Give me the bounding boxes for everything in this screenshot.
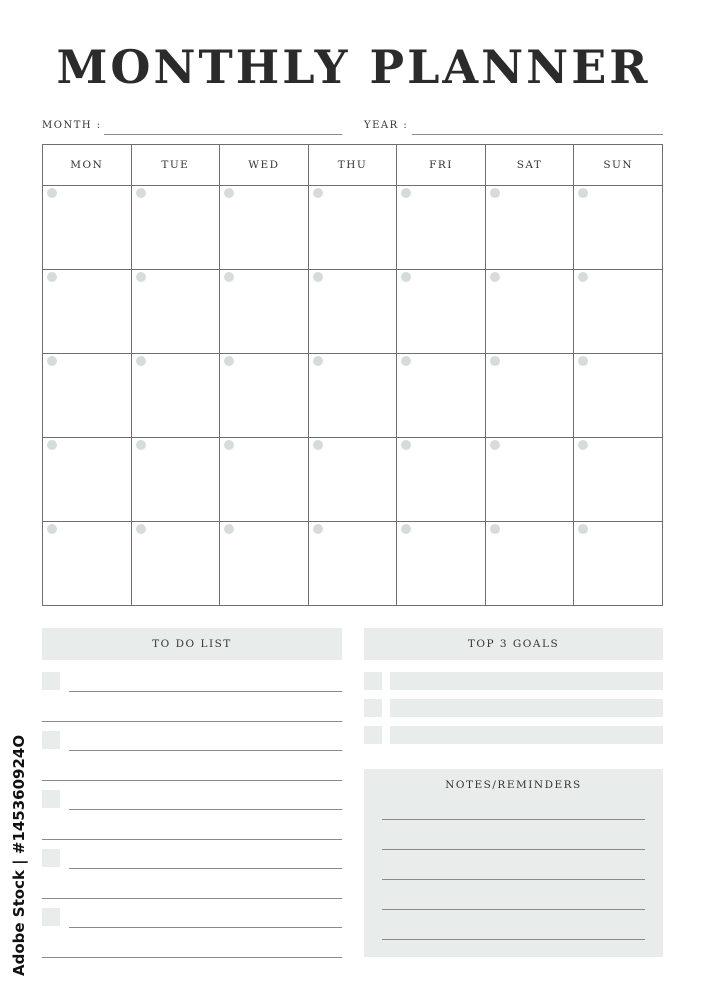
calendar-day-cell[interactable] xyxy=(220,270,309,354)
notes-line[interactable] xyxy=(382,939,645,940)
calendar-day-cell[interactable] xyxy=(574,522,663,606)
todo-checkbox[interactable] xyxy=(42,849,60,867)
day-marker-dot xyxy=(490,440,500,450)
day-marker-dot xyxy=(578,356,588,366)
todo-line[interactable] xyxy=(42,721,342,722)
calendar-day-cell[interactable] xyxy=(308,354,397,438)
calendar-day-cell[interactable] xyxy=(131,270,220,354)
calendar-day-cell[interactable] xyxy=(574,186,663,270)
notes-line[interactable] xyxy=(382,849,645,850)
calendar-day-cell[interactable] xyxy=(220,438,309,522)
calendar-day-cell[interactable] xyxy=(131,186,220,270)
todo-line[interactable] xyxy=(42,780,342,781)
day-marker-dot xyxy=(490,356,500,366)
calendar-week-row xyxy=(43,438,663,522)
todo-line[interactable] xyxy=(69,691,342,692)
day-marker-dot xyxy=(313,188,323,198)
calendar-week-row xyxy=(43,270,663,354)
day-marker-dot xyxy=(313,356,323,366)
weekday-header: THU xyxy=(308,145,397,186)
day-marker-dot xyxy=(47,440,57,450)
day-marker-dot xyxy=(313,272,323,282)
notes-title: NOTES/REMINDERS xyxy=(445,779,582,791)
stock-id-watermark: Adobe Stock | #145360924O xyxy=(10,734,28,976)
calendar-day-cell[interactable] xyxy=(131,438,220,522)
month-label: MONTH : xyxy=(42,120,102,131)
calendar-day-cell[interactable] xyxy=(397,354,486,438)
page-title: MONTHLY PLANNER xyxy=(56,40,651,94)
calendar-day-cell[interactable] xyxy=(308,270,397,354)
todo-line[interactable] xyxy=(42,898,342,899)
day-marker-dot xyxy=(136,524,146,534)
goal-checkbox[interactable] xyxy=(364,699,382,717)
calendar-day-cell[interactable] xyxy=(397,438,486,522)
calendar-day-cell[interactable] xyxy=(485,438,574,522)
calendar-body xyxy=(43,186,663,606)
day-marker-dot xyxy=(578,272,588,282)
notes-panel xyxy=(364,769,663,957)
calendar-day-cell[interactable] xyxy=(43,522,132,606)
weekday-header: MON xyxy=(43,145,132,186)
calendar-day-cell[interactable] xyxy=(485,186,574,270)
calendar-day-cell[interactable] xyxy=(574,270,663,354)
calendar-day-cell[interactable] xyxy=(131,354,220,438)
day-marker-dot xyxy=(490,272,500,282)
goals-title: TOP 3 GOALS xyxy=(364,628,663,660)
goal-checkbox[interactable] xyxy=(364,726,382,744)
goal-entry-field[interactable] xyxy=(390,672,663,690)
calendar-day-cell[interactable] xyxy=(485,522,574,606)
day-marker-dot xyxy=(313,440,323,450)
calendar-day-cell[interactable] xyxy=(485,270,574,354)
year-line[interactable] xyxy=(412,134,663,135)
calendar-day-cell[interactable] xyxy=(397,186,486,270)
calendar-day-cell[interactable] xyxy=(397,270,486,354)
day-marker-dot xyxy=(401,356,411,366)
goal-checkbox[interactable] xyxy=(364,672,382,690)
todo-checkbox[interactable] xyxy=(42,672,60,690)
day-marker-dot xyxy=(490,524,500,534)
calendar-week-row xyxy=(43,522,663,606)
day-marker-dot xyxy=(224,440,234,450)
todo-checkbox[interactable] xyxy=(42,790,60,808)
todo-checkbox[interactable] xyxy=(42,908,60,926)
day-marker-dot xyxy=(578,524,588,534)
weekday-header: SAT xyxy=(485,145,574,186)
notes-line[interactable] xyxy=(382,879,645,880)
weekday-header: TUE xyxy=(131,145,220,186)
day-marker-dot xyxy=(224,356,234,366)
todo-line[interactable] xyxy=(69,750,342,751)
todo-line[interactable] xyxy=(42,957,342,958)
month-line[interactable] xyxy=(104,134,342,135)
day-marker-dot xyxy=(47,356,57,366)
day-marker-dot xyxy=(313,524,323,534)
day-marker-dot xyxy=(136,188,146,198)
calendar-day-cell[interactable] xyxy=(43,270,132,354)
weekday-header-row xyxy=(43,145,663,186)
calendar-week-row xyxy=(43,354,663,438)
day-marker-dot xyxy=(136,272,146,282)
calendar-day-cell[interactable] xyxy=(220,522,309,606)
notes-line[interactable] xyxy=(382,909,645,910)
day-marker-dot xyxy=(47,272,57,282)
calendar-day-cell[interactable] xyxy=(308,438,397,522)
calendar-day-cell[interactable] xyxy=(574,438,663,522)
day-marker-dot xyxy=(47,188,57,198)
day-marker-dot xyxy=(401,524,411,534)
day-marker-dot xyxy=(224,272,234,282)
todo-line[interactable] xyxy=(69,868,342,869)
calendar-day-cell[interactable] xyxy=(220,354,309,438)
todo-line[interactable] xyxy=(42,839,342,840)
calendar-day-cell[interactable] xyxy=(43,186,132,270)
calendar-day-cell[interactable] xyxy=(485,354,574,438)
day-marker-dot xyxy=(47,524,57,534)
day-marker-dot xyxy=(224,524,234,534)
notes-line[interactable] xyxy=(382,819,645,820)
calendar-day-cell[interactable] xyxy=(308,522,397,606)
goal-entry-field[interactable] xyxy=(390,699,663,717)
day-marker-dot xyxy=(136,356,146,366)
calendar-day-cell[interactable] xyxy=(220,186,309,270)
calendar-day-cell[interactable] xyxy=(43,354,132,438)
goal-entry-field[interactable] xyxy=(390,726,663,744)
calendar-week-row xyxy=(43,186,663,270)
calendar-day-cell[interactable] xyxy=(43,438,132,522)
day-marker-dot xyxy=(578,440,588,450)
todo-line[interactable] xyxy=(69,809,342,810)
calendar-day-cell[interactable] xyxy=(574,354,663,438)
day-marker-dot xyxy=(401,188,411,198)
day-marker-dot xyxy=(224,188,234,198)
todo-checkbox[interactable] xyxy=(42,731,60,749)
calendar-day-cell[interactable] xyxy=(308,186,397,270)
calendar-day-cell[interactable] xyxy=(131,522,220,606)
day-marker-dot xyxy=(401,440,411,450)
calendar-day-cell[interactable] xyxy=(397,522,486,606)
day-marker-dot xyxy=(401,272,411,282)
todo-line[interactable] xyxy=(69,927,342,928)
weekday-header: SUN xyxy=(574,145,663,186)
weekday-header: FRI xyxy=(397,145,486,186)
weekday-header: WED xyxy=(220,145,309,186)
day-marker-dot xyxy=(136,440,146,450)
todo-title: TO DO LIST xyxy=(42,628,342,660)
day-marker-dot xyxy=(490,188,500,198)
calendar-grid xyxy=(42,144,663,606)
year-label: YEAR : xyxy=(364,120,409,131)
day-marker-dot xyxy=(578,188,588,198)
